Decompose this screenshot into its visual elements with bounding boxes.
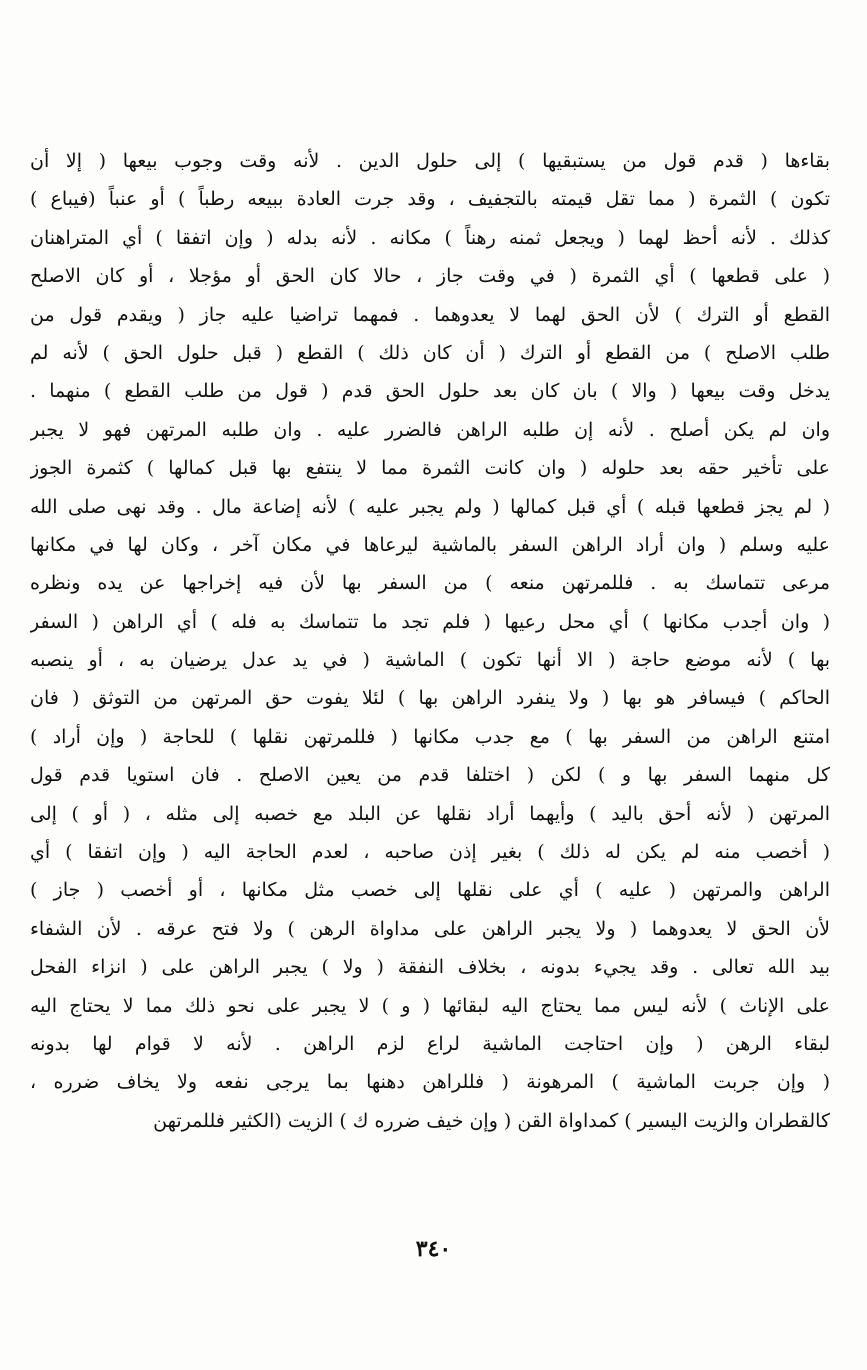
text-line: لأن الحق لا يعدوهما ( ولا يجبر الراهن على مداواة الرهن ) ولا فتح عرقه . لأن الشفاء bbox=[30, 917, 830, 940]
text-line: الراهن والمرتهن ( عليه ) أي على نقلها إلى خصب مثل مكانها ، أو أخصب ( جاز ) bbox=[30, 879, 830, 902]
text-line: طلب الاصلح ) من القطع أو الترك ( أن كان ذلك ) القطع ( قبل حلول الحق ) لأنه لم bbox=[30, 341, 830, 364]
text-line: تكون ) الثمرة ( مما تقل قيمته بالتجفيف ، وقد جرت العادة ببيعه رطباً ) أو عنباً (فيباع ) bbox=[30, 188, 830, 211]
text-line: مرعى تتماسك به . فللمرتهن منعه ) من السفر بها لأن فيه إخراجها عن يده ونظره bbox=[30, 572, 830, 595]
text-line: الحاكم ) فيسافر هو بها ( ولا ينفرد الراهن بها ) لئلا يفوت حق المرتهن من التوثق ( فان bbox=[30, 687, 830, 710]
text-line: يدخل وقت بيعها ( والا ) بان كان بعد حلول الحق قدم ( قول من طلب القطع ) منهما . bbox=[30, 380, 830, 403]
text-line: القطع أو الترك ) لأن الحق لهما لا يعدوهما . فمهما تراضيا عليه جاز ( ويقدم قول من bbox=[30, 303, 830, 326]
text-line: ( لم يجز قطعها قبله ) أي قبل كمالها ( ولم يجبر عليه ) لأنه إضاعة مال . وقد نهى صلى الله bbox=[30, 495, 830, 518]
body-text bbox=[30, 142, 830, 1140]
text-line: المرتهن ( لأنه أحق باليد ) وأيهما أراد نقلها عن البلد مع خصبه إلى مثله ، ( أو ) إلى bbox=[30, 802, 830, 825]
text-line: ( وان أجدب مكانها ) أي محل رعيها ( فلم تجد ما تتماسك به فله ) أي الراهن ( السفر bbox=[30, 610, 830, 633]
text-line: ( وإن جربت الماشية ) المرهونة ( فللراهن دهنها بما يرجى نفعه ولا يخاف ضرره ، bbox=[30, 1071, 830, 1094]
text-line: وان لم يكن أصلح . لأنه إن طلبه الراهن فالضرر عليه . وان طلبه المرتهن فهو لا يجبر bbox=[30, 418, 830, 441]
text-line: عليه وسلم ( وان أراد الراهن السفر بالماشية ليرعاها في مكان آخر ، وكان لها في مكانها bbox=[30, 533, 830, 556]
text-line: كذلك . لأنه أحظ لهما ( ويجعل ثمنه رهناً ) مكانه . لأنه بدله ( وإن اتفقا ) أي المتراهنان bbox=[30, 226, 830, 249]
text-line: على الإناث ) لأنه ليس مما يحتاج اليه لبقائها ( و ) لا يجبر على نحو ذلك مما لا يحتاج اليه bbox=[30, 994, 830, 1017]
text-line: ( أخصب منه لم يكن له ذلك ) بغير إذن صاحبه ، لعدم الحاجة اليه ( وإن اتفقا ) أي bbox=[30, 841, 830, 864]
text-line: كالقطران والزيت اليسير ) كمداواة القن ( وإن خيف ضرره ك ) الزيت (الكثير فللمرتهن bbox=[153, 1109, 830, 1132]
text-line: على تأخير حقه بعد حلوله ( وان كانت الثمرة مما لا ينتفع بها قبل كمالها ) كثمرة الجوز bbox=[30, 457, 830, 480]
text-line: امتنع الراهن من السفر بها ) مع جدب مكانها ( فللمرتهن نقلها ) للحاجة ( وإن أراد ) bbox=[30, 725, 830, 748]
text-line: كل منهما السفر بها و ) لكن ( اختلفا قدم من يعين الاصلح . فان استويا قدم قول bbox=[30, 764, 830, 787]
text-line: بها ) لأنه موضع حاجة ( الا أنها تكون ) الماشية ( في يد عدل يرضيان به ، أو ينصبه bbox=[30, 649, 830, 672]
page-number: ٣٤٠ bbox=[415, 1236, 452, 1262]
text-line: بقاءها ( قدم قول من يستبقيها ) إلى حلول الدين . لأنه وقت وجوب بيعها ( إلا أن bbox=[30, 150, 830, 172]
text-line: بيد الله تعالى . وقد يجيء بدونه ، بخلاف النفقة ( ولا ) يجبر الراهن على ( انزاء الفحل bbox=[30, 956, 830, 979]
text-line: ( على قطعها ) أي الثمرة ( في وقت جاز ، حالا كان الحق أو مؤجلا ، أو كان الاصلح bbox=[30, 265, 830, 288]
text-line: لبقاء الرهن ( وإن احتاجت الماشية لراع لزم الراهن . لأنه لا قوام لها بدونه bbox=[30, 1032, 830, 1055]
